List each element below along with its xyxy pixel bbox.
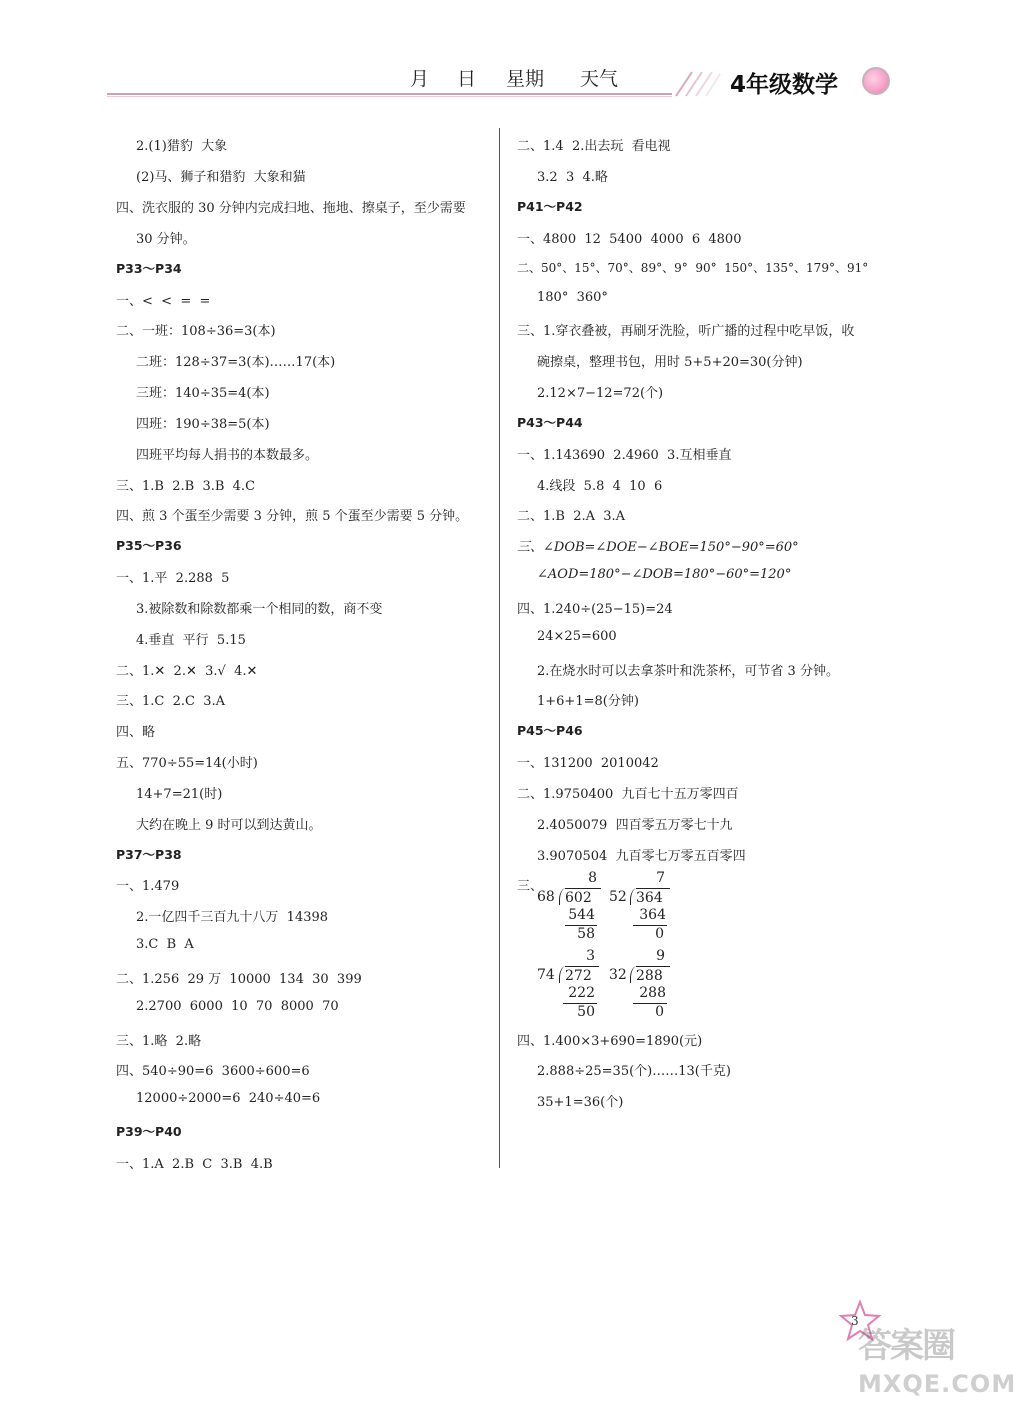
section-heading: P33～P34: [116, 261, 182, 276]
answer-line: 2.一亿四千三百九十八万 14398: [136, 910, 329, 925]
long-division: [537, 948, 607, 1028]
divisor: 74: [537, 967, 555, 983]
answer-line: 4.线段 5.8 4 10 6: [537, 479, 663, 494]
answer-line: 3.被除数和除数都乘一个相同的数，商不变: [136, 602, 383, 617]
header-rule: [107, 93, 672, 95]
answer-line: 3.9070504 九百零七万零五百零四: [537, 849, 746, 864]
answer-line: 二、1.256 29 万 10000 134 30 399: [116, 972, 362, 987]
remainder: 0: [655, 1004, 664, 1020]
product: 364: [639, 907, 666, 923]
remainder: 50: [577, 1004, 595, 1020]
answer-line: 大约在晚上 9 时可以到达黄山。: [136, 818, 322, 833]
answer-line: 二、一班：108÷36=3(本): [116, 324, 276, 339]
answer-line: 二、50°、15°、70°、89°、9° 90° 150°、135°、179°、91°: [517, 261, 869, 275]
watermark: [858, 1318, 1016, 1406]
page-header: [0, 60, 1000, 110]
weekday-label: 星期: [506, 68, 545, 90]
answer-line: 1+6+1=8(分钟): [537, 694, 639, 709]
answer-line: 2.888÷25=35(个)……13(千克): [537, 1064, 731, 1079]
answer-line: 五、770÷55=14(小时): [116, 756, 258, 771]
dividend: 272: [565, 966, 599, 984]
section-heading: P45～P46: [517, 723, 583, 738]
quotient: 9: [656, 948, 665, 964]
answer-line: 四、540÷90=6 3600÷600=6: [116, 1064, 310, 1079]
column-divider: [499, 128, 500, 1168]
answer-line: 35+1=36(个): [537, 1095, 624, 1110]
answer-line: 四、洗衣服的 30 分钟内完成扫地、拖地、擦桌子，至少需要: [116, 201, 466, 216]
month-label: 月: [410, 68, 430, 90]
answer-line: 一、< < = =: [116, 294, 211, 309]
product: 544: [568, 907, 595, 923]
section-heading: P43～P44: [517, 415, 583, 430]
answer-line: 一、1.479: [116, 879, 180, 894]
section-heading: P35～P36: [116, 538, 182, 553]
answer-line: 180° 360°: [537, 290, 608, 305]
weather-label: 天气: [580, 68, 619, 90]
answer-line: 四、1.240÷(25−15)=24: [517, 602, 673, 617]
quotient: 3: [586, 948, 595, 964]
dividend: 602: [565, 888, 601, 906]
answer-line: 四班：190÷38=5(本): [136, 417, 270, 432]
header-rule-thin: [107, 96, 672, 97]
section-heading: P41～P42: [517, 199, 583, 214]
answer-line: 24×25=600: [537, 629, 617, 644]
answer-line: 三班：140÷35=4(本): [136, 386, 270, 401]
answer-line: 2.2700 6000 10 70 8000 70: [136, 999, 339, 1014]
answer-line: 三、1.略 2.略: [116, 1034, 202, 1049]
answer-line: 2.4050079 四百零五万零七十九: [537, 818, 733, 833]
answer-line: 3.2 3 4.略: [537, 170, 608, 185]
answer-line: 三、∠DOB=∠DOE−∠BOE=150°−90°=60°: [517, 540, 799, 555]
answer-line: 三、: [517, 879, 544, 894]
answer-line: 二、1.B 2.A 3.A: [517, 509, 626, 524]
answer-line: 一、131200 2010042: [517, 756, 659, 771]
divisor: 52: [609, 889, 627, 905]
divisor: 32: [609, 967, 627, 983]
section-heading: P39～P40: [116, 1124, 182, 1139]
answer-line: 二、1.4 2.出去玩 看电视: [517, 139, 671, 154]
remainder: 0: [655, 926, 664, 942]
page-number: 3: [851, 1314, 859, 1328]
long-division: [609, 948, 679, 1028]
quotient: 8: [588, 870, 597, 886]
answer-line: 一、1.平 2.288 5: [116, 571, 230, 586]
answer-line: 一、1.A 2.B C 3.B 4.B: [116, 1157, 273, 1172]
watermark-logo-text: 答案圈: [858, 1326, 954, 1366]
answer-line: 12000÷2000=6 240÷40=6: [136, 1091, 321, 1106]
answer-line: 三、1.C 2.C 3.A: [116, 694, 226, 709]
long-division: [609, 870, 679, 950]
answer-line: (2)马、狮子和猎豹 大象和猫: [136, 170, 306, 185]
answer-line: 2.(1)猎豹 大象: [136, 139, 228, 154]
answer-line: 2.在烧水时可以去拿茶叶和洗茶杯，可节省 3 分钟。: [537, 664, 839, 679]
divisor: 68: [537, 889, 555, 905]
product: 288: [639, 985, 666, 1001]
pink-circle-icon: [862, 67, 890, 95]
answer-line: 一、1.143690 2.4960 3.互相垂直: [517, 448, 732, 463]
dividend: 364: [636, 888, 670, 906]
day-label: 日: [457, 68, 477, 90]
answer-line: 一、4800 12 5400 4000 6 4800: [517, 232, 742, 247]
product: 222: [568, 985, 595, 1001]
answer-line: 30 分钟。: [136, 232, 196, 247]
answer-line: 4.垂直 平行 5.15: [136, 633, 246, 648]
answer-line: 四、煎 3 个蛋至少需要 3 分钟，煎 5 个蛋至少需要 5 分钟。: [116, 509, 469, 524]
answer-line: 四、1.400×3+690=1890(元): [517, 1034, 703, 1049]
answer-line: 14+7=21(时): [136, 787, 223, 802]
long-division: [537, 870, 607, 950]
answer-line: 四、略: [116, 725, 156, 740]
answer-line: 三、1.穿衣叠被，再刷牙洗脸，听广播的过程中吃早饭，收: [517, 324, 855, 339]
answer-line: 3.C B A: [136, 937, 194, 952]
decorative-slashes-icon: [672, 68, 720, 98]
answer-line: ∠AOD=180°−∠DOB=180°−60°=120°: [537, 567, 792, 582]
answer-line: 三、1.B 2.B 3.B 4.C: [116, 479, 256, 494]
quotient: 7: [656, 870, 665, 886]
remainder: 58: [577, 926, 595, 942]
answer-line: 二班：128÷37=3(本)……17(本): [136, 355, 336, 370]
dividend: 288: [636, 966, 670, 984]
book-title: 4年级数学: [730, 72, 839, 98]
answer-line: 二、1.✕ 2.✕ 3.√ 4.✕: [116, 664, 258, 679]
answer-line: 二、1.9750400 九百七十五万零四百: [517, 787, 739, 802]
answer-line: 碗擦桌，整理书包，用时 5+5+20=30(分钟): [537, 355, 803, 370]
answer-line: 2.12×7−12=72(个): [537, 386, 664, 401]
answer-line: 四班平均每人捐书的本数最多。: [136, 448, 319, 463]
watermark-url: MXQE.COM: [858, 1370, 1016, 1398]
section-heading: P37～P38: [116, 847, 182, 862]
